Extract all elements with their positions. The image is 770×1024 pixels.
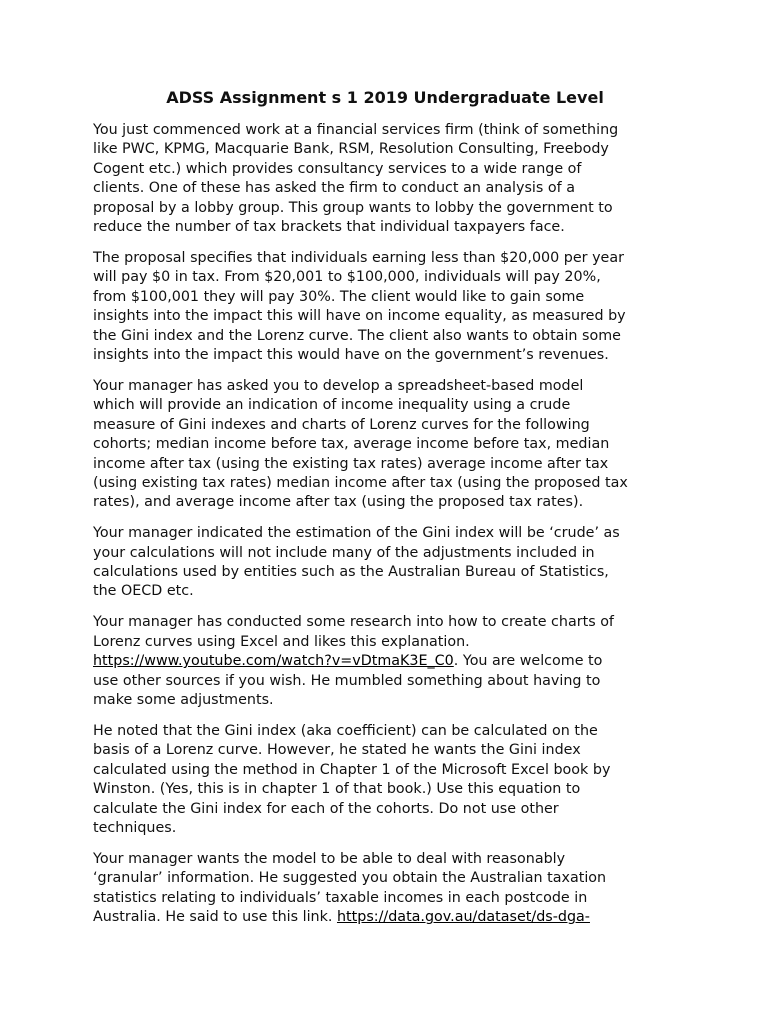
text-line: calculated using the method in Chapter 1 of the Microsoft Excel book by: [93, 761, 611, 778]
text-line: like PWC, KPMG, Macquarie Bank, RSM, Resolution Consulting, Freebody: [93, 141, 609, 158]
text-line: which will provide an indication of income inequality using a crude: [93, 397, 571, 414]
text-line: The proposal specifies that individuals earning less than $20,000 per year: [93, 249, 624, 266]
paragraph-proposal: [93, 249, 683, 365]
text-line: clients. One of these has asked the firm to conduct an analysis of a: [93, 180, 575, 197]
text-line: Your manager has asked you to develop a spreadsheet-based model: [93, 377, 584, 394]
document-body: [93, 121, 683, 939]
text-line: income after tax (using the existing tax rates) average income after tax: [93, 455, 609, 472]
text-line: use other sources if you wish. He mumbled something about having to: [93, 672, 601, 689]
text-line: measure of Gini indexes and charts of Lorenz curves for the following: [93, 416, 590, 433]
text-line: calculations used by entities such as the Australian Bureau of Statistics,: [93, 564, 609, 581]
text-fragment: Australia. He said to use this link.: [93, 909, 337, 926]
text-line: Your manager indicated the estimation of the Gini index will be ‘crude’ as: [93, 525, 620, 542]
text-line: Lorenz curves using Excel and likes this explanation.: [93, 633, 470, 650]
text-line: Your manager wants the model to be able to deal with reasonably: [93, 850, 566, 867]
text-line: (using existing tax rates) median income after tax (using the proposed tax: [93, 474, 628, 491]
text-line: You just commenced work at a financial services firm (think of something: [93, 122, 619, 138]
document-title: ADSS Assignment s 1 2019 Undergraduate Level: [166, 88, 604, 107]
text-line: rates), and average income after tax (using the proposed tax rates).: [93, 494, 584, 511]
paragraph-gini-method: [93, 722, 683, 838]
text-line: make some adjustments.: [93, 691, 274, 708]
text-line: statistics relating to individuals’ taxable incomes in each postcode in: [93, 889, 588, 906]
text-line: will pay $0 in tax. From $20,001 to $100,000, individuals will pay 20%,: [93, 269, 601, 286]
text-line-with-link: [93, 652, 683, 671]
paragraph-intro: [93, 121, 683, 237]
paragraph-gini-estimation: [93, 524, 683, 602]
paragraph-granular-data: [93, 850, 683, 928]
text-line: from $100,001 they will pay 30%. The client would like to gain some: [93, 288, 585, 305]
paragraph-lorenz-research: [93, 613, 683, 710]
text-line: Your manager has conducted some research into how to create charts of: [93, 614, 614, 631]
text-line: your calculations will not include many of the adjustments included in: [93, 544, 595, 561]
text-line: Winston. (Yes, this is in chapter 1 of that book.) Use this equation to: [93, 781, 581, 798]
text-line: ‘granular’ information. He suggested you obtain the Australian taxation: [93, 870, 607, 887]
paragraph-model-request: [93, 377, 683, 513]
text-line: insights into the impact this will have on income equality, as measured by: [93, 308, 626, 325]
text-fragment: . You are welcome to: [453, 653, 603, 670]
text-line: cohorts; median income before tax, average income before tax, median: [93, 436, 610, 453]
youtube-link[interactable]: https://www.youtube.com/watch?v=vDtmaK3E_C0: [93, 653, 454, 670]
text-line: He noted that the Gini index (aka coefficient) can be calculated on the: [93, 722, 598, 739]
text-line: the Gini index and the Lorenz curve. The client also wants to obtain some: [93, 327, 621, 344]
text-line: proposal by a lobby group. This group wants to lobby the government to: [93, 199, 613, 216]
text-line: the OECD etc.: [93, 583, 194, 600]
text-line-with-link: [93, 908, 683, 927]
text-line: reduce the number of tax brackets that individual taxpayers face.: [93, 219, 565, 236]
data-gov-link[interactable]: https://data.gov.au/dataset/ds-dga-: [336, 909, 590, 926]
text-line: basis of a Lorenz curve. However, he stated he wants the Gini index: [93, 742, 581, 759]
text-line: insights into the impact this would have on the government’s revenues.: [93, 346, 609, 363]
text-line: Cogent etc.) which provides consultancy services to a wide range of: [93, 160, 582, 177]
text-line: techniques.: [93, 819, 177, 836]
text-line: calculate the Gini index for each of the cohorts. Do not use other: [93, 800, 559, 817]
